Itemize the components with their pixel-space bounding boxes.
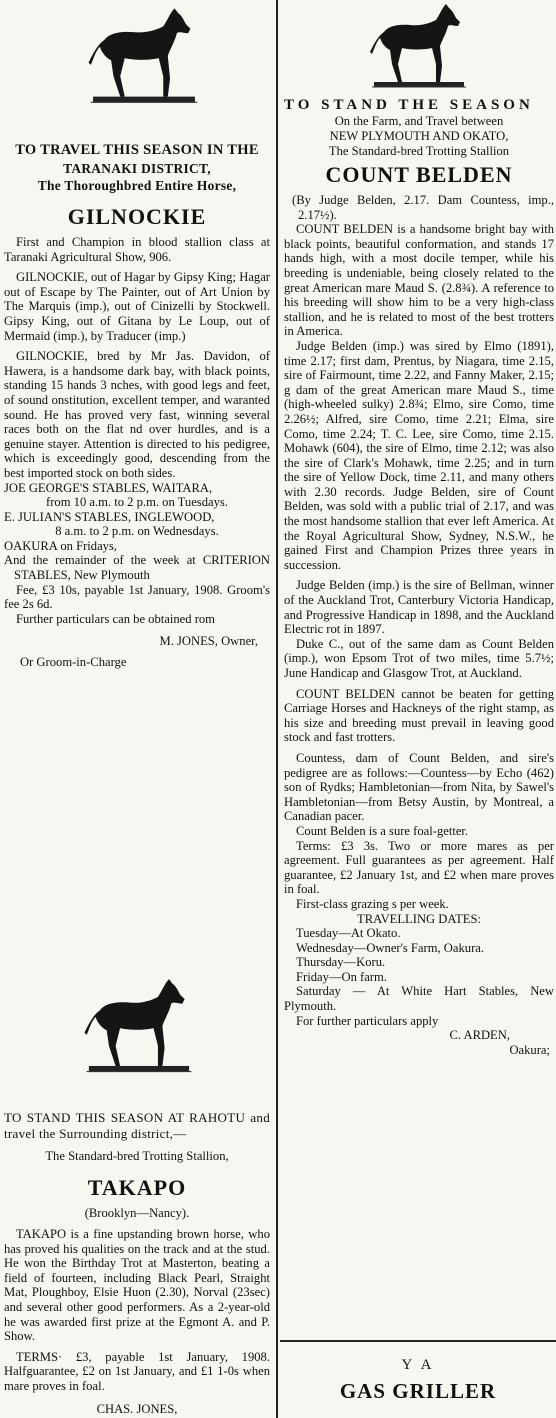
gilnockie-name: GILNOCKIE — [67, 204, 207, 229]
count-belden-advert — [284, 0, 554, 1057]
count-terms: Terms: £3 3s. Two or more mares as per agreement. Full guarantees as per agreement. Half guarantee, £2 January 1st, and £2 when mare proves in foal. — [284, 838, 554, 897]
takapo-breeding: (Brooklyn—Nancy). — [84, 1206, 190, 1220]
stable-inglewood-hours: 8 a.m. to 2 p.m. on Wednesdays. — [55, 524, 219, 539]
stable-oakura: OAKURA on Fridays, — [4, 538, 117, 553]
gilnockie-line2: TARANAKI DISTRICT, — [63, 161, 211, 176]
gilnockie-advert — [4, 0, 270, 670]
horse-illustration — [4, 0, 270, 142]
gilnockie-owner: M. JONES, Owner, — [159, 634, 258, 649]
horse-icon — [80, 972, 198, 1082]
takapo-terms: TERMS· £3, payable 1st January, 1908. Halfguarantee, £2 on 1st January, and £1 1-0s when mare proves in foal. — [4, 1349, 270, 1393]
date-saturday: Saturday — At White Hart Stables, New Plymouth. — [284, 984, 554, 1014]
date-thursday: Thursday—Koru. — [296, 955, 386, 970]
count-line1: TO STAND THE SEASON — [284, 97, 534, 113]
gilnockie-groom: Or Groom-in-Charge — [20, 655, 127, 670]
takapo-line1: TO STAND THIS SEASON AT RAHOTU and travel the Surrounding district,— — [4, 1110, 270, 1141]
count-grazing: First-class grazing s per week. — [296, 896, 449, 911]
stable-criterion: And the remainder of the week at CRITERION STABLES, New Plymouth — [4, 553, 270, 583]
gilnockie-pedigree-paragraph: GILNOCKIE, out of Hagar by Gipsy King; Hagar out of Escape by The Painter, out of Art Union by The Marquis (imp.), out of Cinizelli by Stockwell. Gipsy King, out of Gitana by Le Loup, out of Mermaid (imp.), by Traducer (imp.) — [4, 270, 270, 343]
count-line2: On the Farm, and Travel between — [334, 114, 504, 128]
count-breeding: (By Judge Belden, 2.17. Dam Countess, imp., 2.17½). — [292, 193, 554, 222]
takapo-name: TAKAPO — [87, 1175, 187, 1200]
horse-illustration-2 — [4, 968, 270, 1110]
travelling-dates-heading: TRAVELLING DATES: — [357, 911, 481, 926]
count-duke-paragraph: Duke C., out of the same dam as Count Belden (imp.), won Epsom Trot of two miles, time 5.7½; June Handicap and Glasgow Trot, at Auckland. — [284, 636, 554, 680]
takapo-advert — [4, 968, 270, 1416]
horse-icon — [84, 2, 204, 112]
gas-griller-title: GAS GRILLER — [339, 1379, 497, 1403]
count-sire-paragraph: Judge Belden (imp.) was sired by Elmo (1891), time 2.17; first dam, Prentus, by Niagara, time 2.15, sire of Fairmount, time 2.22, and Fanny Maker, 2.15; g dam of the great American mare Maud S., time (high-wheeled sulky) 2.8¾; Elmo, sire Como, time 2.26½; Alfred, sire Como, time 2.21; Elma, sire Como, time 2.24; T. C. Lee, sire Como, time 2.15. Mohawk (604), the sire of Elmo, time 2.12; was also the sire of Clark's Mohawk, time 2.25; and in turn the sire of Yellow Dock, time 2.11, and many others with 2.30 records. Judge Belden, sire of Count Belden, was sold with a public trial of 2.17, and was the most handsome stallion that ever left America. At the Royal Agricultural Show, Sydney, N.S.W., he gained First and Champion Prizes three years in succession. — [284, 338, 554, 572]
stable-waitara-hours: from 10 a.m. to 2 p.m. on Tuesdays. — [46, 495, 228, 510]
count-line4: The Standard-bred Trotting Stallion — [328, 144, 510, 158]
count-description-paragraph: COUNT BELDEN is a handsome bright bay with black points, beautiful conformation, and stands 17 hands high, with a most docile temper, while his breeding is undeniable, being closely related to the great American mare Maud S. (2.8¾). A reference to his breeding will show him to be a very high-class stallion, and he is related to most of the best trotters in America. — [284, 222, 554, 339]
takapo-description-paragraph: TAKAPO is a fine upstanding brown horse, who has proved his qualities on the track and at the stud. He won the Birthday Trot at Masterton, beating a field of fourteen, including Black Pearl, Straight Mat, Ploughboy, Elsie Huon (2.30), Norval (23sec) and several other good performers. As a 2-year-old he was awarded first prize at the Egmont A. and P. Show. — [4, 1227, 270, 1344]
count-carriage-paragraph: COUNT BELDEN cannot be beaten for getting Carriage Horses and Hackneys of the right stamp, as his size and breeding must prevail in leaving good stock and fast trotters. — [284, 686, 554, 745]
gilnockie-further: Further particulars can be obtained rom — [16, 611, 215, 626]
takapo-owner: CHAS. JONES, — [96, 1401, 178, 1416]
count-line3: NEW PLYMOUTH AND OKATO, — [329, 129, 509, 143]
count-name: COUNT BELDEN — [325, 162, 513, 187]
column-rule — [276, 0, 278, 1418]
takapo-line2: The Standard-bred Trotting Stallion, — [45, 1149, 229, 1163]
stable-inglewood: E. JULIAN'S STABLES, INGLEWOOD, — [4, 509, 215, 524]
stable-waitara: JOE GEORGE'S STABLES, WAITARA, — [4, 480, 213, 495]
gilnockie-line3: The Thoroughbred Entire Horse, — [37, 178, 237, 193]
date-tuesday: Tuesday—At Okato. — [296, 926, 401, 941]
horse-illustration-3 — [284, 0, 554, 96]
count-bellman-paragraph: Judge Belden (imp.) is the sire of Bellman, winner of the Auckland Trot, Canterbury Victoria Handicap, and Progressive Handicap in 1898, and the Auckland Electric rot in 1897. — [284, 578, 554, 637]
gilnockie-show-paragraph: First and Champion in blood stallion class at Taranaki Agricultural Show, 906. — [4, 235, 270, 264]
count-owner: C. ARDEN, — [449, 1028, 510, 1043]
gas-griller-advert — [282, 1348, 554, 1409]
gilnockie-description-paragraph: GILNOCKIE, bred by Mr Jas. Davidon, of Hawera, is a handsome dark bay, with black points, standing 15 hands 3 nches, with good legs and feet, of sound onstitution, excellent temper, and waranted sound. He has proved very fast, winning several races both on the flat nd over hurdles, and is a genuine stayer. Attention is directed to his pedigree, which is exceedingly good, descending from the best imported stock on both sides. — [4, 349, 270, 480]
date-wednesday: Wednesday—Owner's Farm, Oakura. — [296, 940, 485, 955]
count-further: For further particulars apply — [296, 1013, 439, 1028]
count-countess-paragraph: Countess, dam of Count Belden, and sire's pedigree are as follows:—Countess—by Echo (462) son of Rydks; Hambletonian—from Nita, by Sawel's Hambletonian—from Betsy Austin, by Montreal, a Canadian pacer. — [284, 750, 554, 824]
count-foal-getter: Count Belden is a sure foal-getter. — [296, 823, 469, 838]
gilnockie-line1: TO TRAVEL THIS SEASON IN THE — [15, 142, 259, 158]
gilnockie-fee: Fee, £3 10s, payable 1st January, 1908. Groom's fee 2s 6d. — [4, 582, 270, 612]
horse-icon — [366, 2, 472, 92]
advert-divider — [280, 1340, 556, 1342]
date-friday: Friday—On farm. — [296, 969, 387, 984]
count-owner-place: Oakura; — [509, 1042, 550, 1057]
gas-line1: Y A — [401, 1357, 435, 1373]
